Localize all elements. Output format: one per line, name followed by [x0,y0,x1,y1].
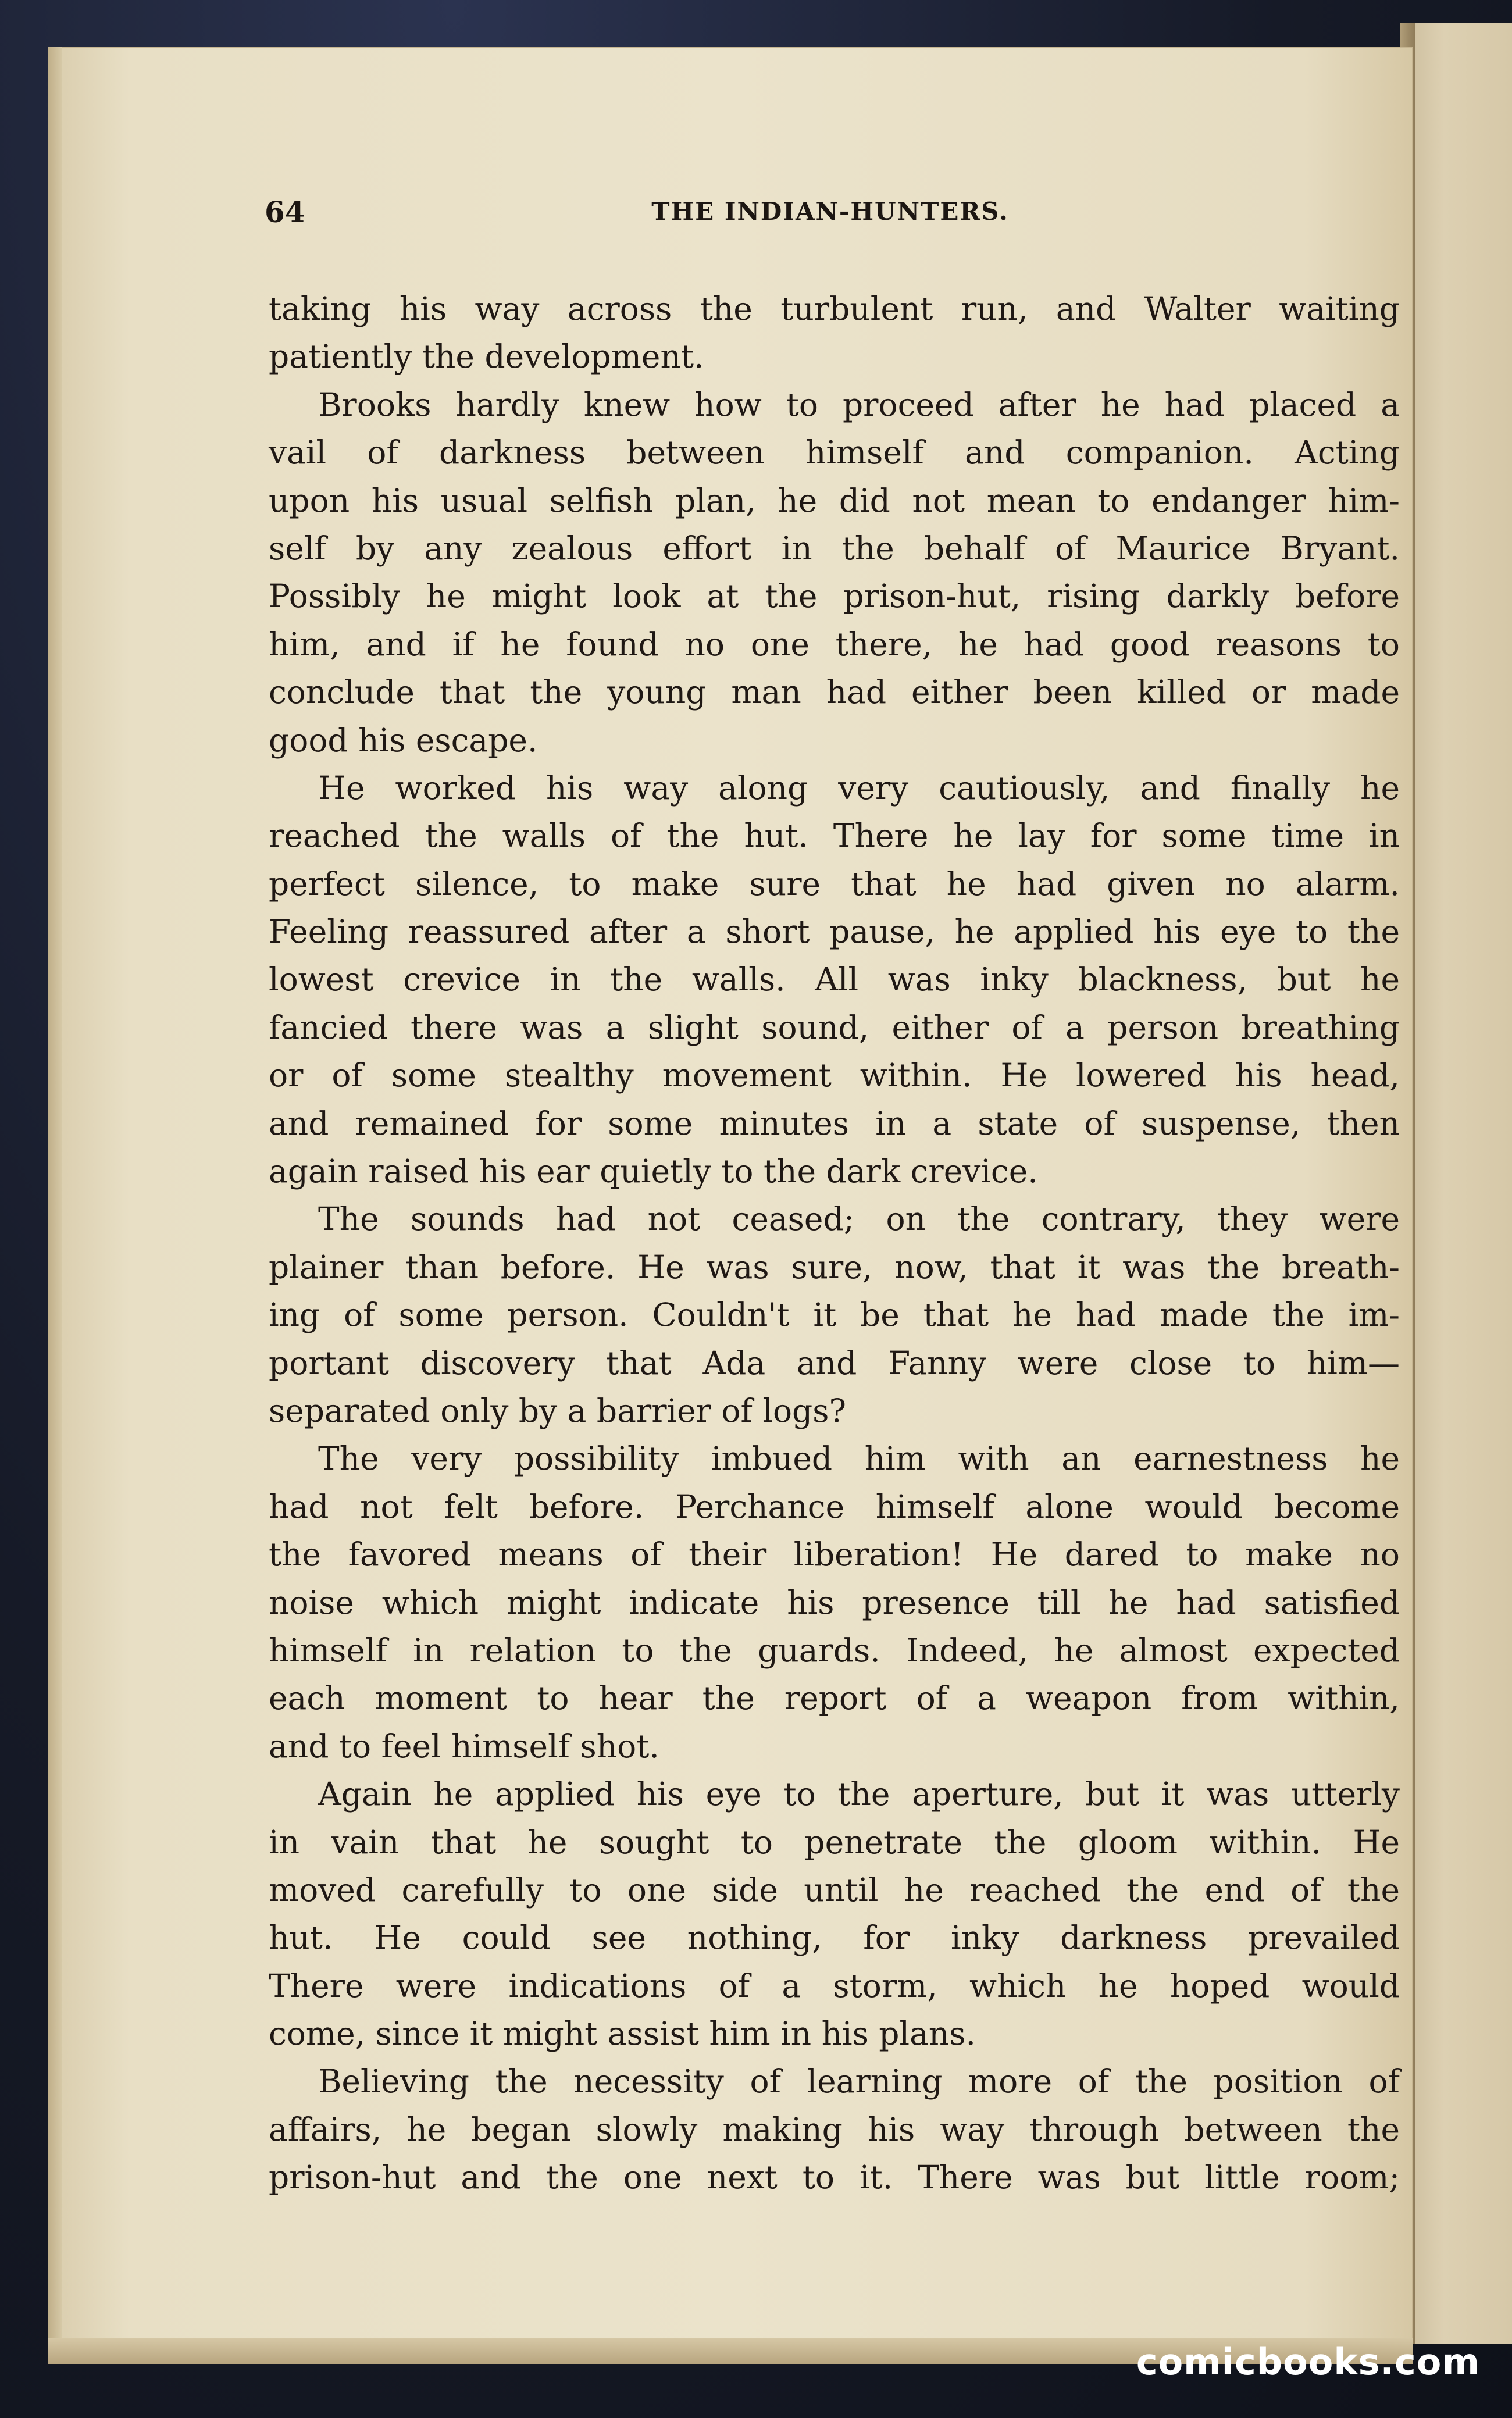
text-line: The very possibility imbued him with an earnestness he [318,1440,1400,1478]
text-line: Feeling reassured after a short pause, he applied his eye to the [269,913,1400,951]
text-line: Believing the necessity of learning more of the position of [318,2063,1400,2100]
running-title: THE INDIAN-HUNTERS. [651,197,1009,226]
body-text [269,285,1400,2202]
text-line: vail of darkness between himself and companion. Acting [269,434,1400,472]
text-line: separated only by a barrier of logs? [269,1392,846,1429]
watermark: comicbooks.com [1136,2341,1480,2383]
text-line: prison-hut and the one next to it. There was but little room; [269,2159,1400,2196]
text-line: moved carefully to one side until he reached the end of the [269,1871,1400,1909]
page-header [265,195,1396,236]
text-line: and to feel himself shot. [269,1727,659,1765]
text-line: perfect silence, to make sure that he had given no alarm. [269,865,1400,903]
text-line: The sounds had not ceased; on the contrary, they were [318,1200,1400,1238]
text-line: There were indications of a storm, which he hoped would [269,1967,1400,2005]
text-line: portant discovery that Ada and Fanny were close to him— [269,1344,1400,1382]
text-line: self by any zealous effort in the behalf of Maurice Bryant. [269,529,1400,567]
text-line: upon his usual selfish plan, he did not mean to endanger him- [269,482,1400,519]
text-line: had not felt before. Perchance himself alone would become [269,1488,1400,1525]
text-line: each moment to hear the report of a weapon from within, [269,1679,1400,1717]
text-line: hut. He could see nothing, for inky darkness prevailed [269,1919,1400,1957]
text-line: reached the walls of the hut. There he lay for some time in [269,817,1400,855]
text-line: him, and if he found no one there, he had good reasons to [269,625,1400,663]
text-line: in vain that he sought to penetrate the gloom within. He [269,1823,1400,1861]
text-line: He worked his way along very cautiously, and finally he [318,769,1400,807]
text-line: patiently the development. [269,338,704,376]
text-line: affairs, he began slowly making his way through between the [269,2110,1400,2148]
text-line: lowest crevice in the walls. All was inky blackness, but he [269,961,1400,998]
text-line: fancied there was a slight sound, either of a person breathing [269,1008,1400,1046]
text-line: Brooks hardly knew how to proceed after he had placed a [318,386,1400,423]
text-line: Again he applied his eye to the aperture, but it was utterly [318,1775,1400,1813]
text-line: good his escape. [269,721,538,759]
next-page-edge [1407,23,1512,2344]
text-line: Possibly he might look at the prison-hut, rising darkly before [269,577,1400,615]
text-line: again raised his ear quietly to the dark crevice. [269,1153,1038,1190]
text-line: noise which might indicate his presence till he had satisfied [269,1584,1400,1621]
text-line: come, since it might assist him in his plans. [269,2015,976,2053]
page-number: 64 [265,195,305,229]
text-line: plainer than before. He was sure, now, that it was the breath- [269,1248,1400,1286]
page-left-edge [48,47,62,2364]
text-line: and remained for some minutes in a state of suspense, then [269,1104,1400,1142]
text-line: or of some stealthy movement within. He lowered his head, [269,1057,1400,1094]
text-line: ing of some person. Couldn't it be that he had made the im- [269,1296,1400,1334]
text-line: taking his way across the turbulent run, and Walter waiting [269,290,1400,327]
text-line: conclude that the young man had either been killed or made [269,673,1400,711]
text-line: himself in relation to the guards. Indeed, he almost expected [269,1631,1400,1669]
text-line: the favored means of their liberation! He dared to make no [269,1536,1400,1574]
